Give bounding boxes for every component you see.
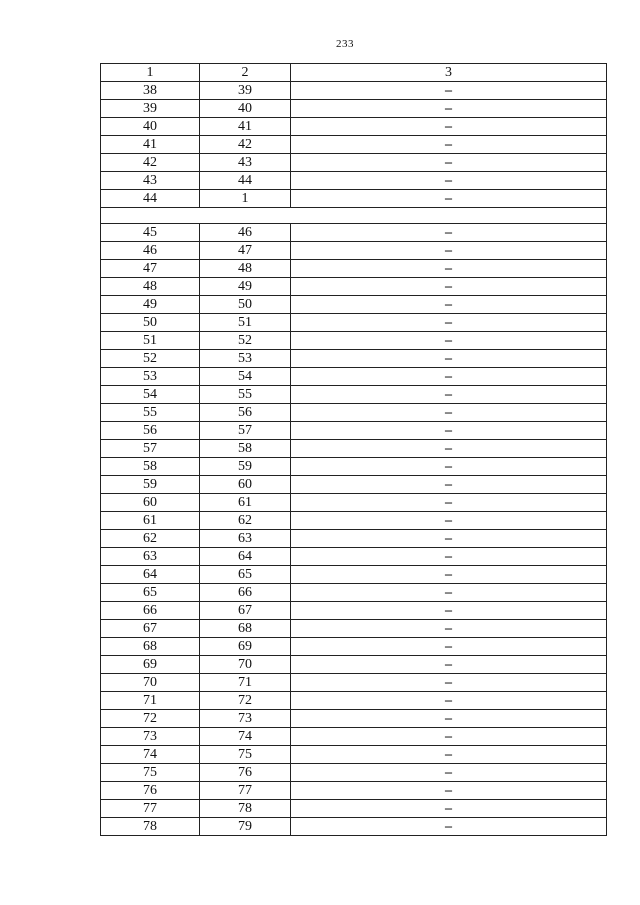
table-row bbox=[101, 764, 607, 782]
row-cell-col2: 70 bbox=[200, 656, 291, 674]
row-cell-col3: – bbox=[291, 584, 607, 602]
row-cell-col2: 53 bbox=[200, 350, 291, 368]
row-cell-col3: – bbox=[291, 476, 607, 494]
row-cell-col2: 46 bbox=[200, 224, 291, 242]
row-cell-col1: 57 bbox=[101, 440, 200, 458]
row-cell-col1: 74 bbox=[101, 746, 200, 764]
table-row bbox=[101, 404, 607, 422]
row-cell-col3: – bbox=[291, 674, 607, 692]
section-divider-row bbox=[101, 208, 607, 224]
row-cell-col2: 62 bbox=[200, 512, 291, 530]
row-cell-col2: 65 bbox=[200, 566, 291, 584]
row-cell-col1: 73 bbox=[101, 728, 200, 746]
row-cell-col3: – bbox=[291, 530, 607, 548]
row-cell-col2: 44 bbox=[200, 172, 291, 190]
row-cell-col2: 55 bbox=[200, 386, 291, 404]
row-cell-col2: 66 bbox=[200, 584, 291, 602]
row-cell-col2: 72 bbox=[200, 692, 291, 710]
row-cell-col2: 51 bbox=[200, 314, 291, 332]
row-cell-col2: 68 bbox=[200, 620, 291, 638]
table-row bbox=[101, 422, 607, 440]
row-cell-col3: – bbox=[291, 638, 607, 656]
row-cell-col2: 47 bbox=[200, 242, 291, 260]
row-cell-col1: 56 bbox=[101, 422, 200, 440]
table-row bbox=[101, 154, 607, 172]
row-cell-col1: 60 bbox=[101, 494, 200, 512]
row-cell-col3: – bbox=[291, 512, 607, 530]
table-row bbox=[101, 620, 607, 638]
row-cell-col1: 70 bbox=[101, 674, 200, 692]
row-cell-col1: 44 bbox=[101, 190, 200, 208]
table-row bbox=[101, 368, 607, 386]
row-cell-col3: – bbox=[291, 692, 607, 710]
table-row bbox=[101, 386, 607, 404]
header-cell-col1: 1 bbox=[101, 64, 200, 82]
row-cell-col1: 52 bbox=[101, 350, 200, 368]
row-cell-col1: 71 bbox=[101, 692, 200, 710]
row-cell-col1: 50 bbox=[101, 314, 200, 332]
row-cell-col1: 40 bbox=[101, 118, 200, 136]
row-cell-col3: – bbox=[291, 242, 607, 260]
row-cell-col2: 77 bbox=[200, 782, 291, 800]
row-cell-col3: – bbox=[291, 100, 607, 118]
row-cell-col3: – bbox=[291, 136, 607, 154]
row-cell-col1: 46 bbox=[101, 242, 200, 260]
row-cell-col1: 61 bbox=[101, 512, 200, 530]
row-cell-col3: – bbox=[291, 440, 607, 458]
row-cell-col2: 42 bbox=[200, 136, 291, 154]
row-cell-col3: – bbox=[291, 386, 607, 404]
row-cell-col1: 45 bbox=[101, 224, 200, 242]
row-cell-col2: 69 bbox=[200, 638, 291, 656]
row-cell-col1: 78 bbox=[101, 818, 200, 836]
header-row bbox=[101, 64, 607, 82]
table-row bbox=[101, 350, 607, 368]
row-cell-col1: 59 bbox=[101, 476, 200, 494]
row-cell-col3: – bbox=[291, 494, 607, 512]
row-cell-col2: 41 bbox=[200, 118, 291, 136]
row-cell-col2: 59 bbox=[200, 458, 291, 476]
row-cell-col2: 75 bbox=[200, 746, 291, 764]
row-cell-col2: 43 bbox=[200, 154, 291, 172]
row-cell-col1: 41 bbox=[101, 136, 200, 154]
table-row bbox=[101, 260, 607, 278]
table-row bbox=[101, 296, 607, 314]
row-cell-col3: – bbox=[291, 368, 607, 386]
row-cell-col1: 53 bbox=[101, 368, 200, 386]
table-row bbox=[101, 314, 607, 332]
header-cell-col2: 2 bbox=[200, 64, 291, 82]
row-cell-col3: – bbox=[291, 260, 607, 278]
row-cell-col2: 79 bbox=[200, 818, 291, 836]
row-cell-col2: 76 bbox=[200, 764, 291, 782]
row-cell-col3: – bbox=[291, 350, 607, 368]
row-cell-col1: 64 bbox=[101, 566, 200, 584]
table-row bbox=[101, 674, 607, 692]
table-row bbox=[101, 278, 607, 296]
row-cell-col2: 50 bbox=[200, 296, 291, 314]
row-cell-col2: 48 bbox=[200, 260, 291, 278]
table-row bbox=[101, 190, 607, 208]
row-cell-col3: – bbox=[291, 548, 607, 566]
row-cell-col2: 40 bbox=[200, 100, 291, 118]
row-cell-col3: – bbox=[291, 224, 607, 242]
row-cell-col2: 74 bbox=[200, 728, 291, 746]
row-cell-col1: 63 bbox=[101, 548, 200, 566]
table-row bbox=[101, 530, 607, 548]
row-cell-col1: 48 bbox=[101, 278, 200, 296]
row-cell-col1: 49 bbox=[101, 296, 200, 314]
table-row bbox=[101, 800, 607, 818]
table-row bbox=[101, 818, 607, 836]
row-cell-col3: – bbox=[291, 296, 607, 314]
row-cell-col3: – bbox=[291, 172, 607, 190]
section-divider-cell bbox=[101, 208, 607, 224]
table-row bbox=[101, 224, 607, 242]
row-cell-col2: 67 bbox=[200, 602, 291, 620]
table-row bbox=[101, 172, 607, 190]
row-cell-col3: – bbox=[291, 656, 607, 674]
table-row bbox=[101, 512, 607, 530]
row-cell-col3: – bbox=[291, 404, 607, 422]
table-row bbox=[101, 476, 607, 494]
page-number: 233 bbox=[336, 38, 354, 50]
row-cell-col3: – bbox=[291, 764, 607, 782]
table-row bbox=[101, 332, 607, 350]
row-cell-col2: 64 bbox=[200, 548, 291, 566]
row-cell-col1: 42 bbox=[101, 154, 200, 172]
row-cell-col2: 73 bbox=[200, 710, 291, 728]
row-cell-col2: 54 bbox=[200, 368, 291, 386]
row-cell-col1: 75 bbox=[101, 764, 200, 782]
table-row bbox=[101, 118, 607, 136]
row-cell-col3: – bbox=[291, 818, 607, 836]
row-cell-col2: 61 bbox=[200, 494, 291, 512]
table-row bbox=[101, 458, 607, 476]
data-table bbox=[100, 63, 607, 836]
row-cell-col1: 54 bbox=[101, 386, 200, 404]
row-cell-col1: 65 bbox=[101, 584, 200, 602]
table-row bbox=[101, 82, 607, 100]
row-cell-col2: 49 bbox=[200, 278, 291, 296]
row-cell-col3: – bbox=[291, 566, 607, 584]
table-row bbox=[101, 746, 607, 764]
row-cell-col2: 1 bbox=[200, 190, 291, 208]
row-cell-col3: – bbox=[291, 422, 607, 440]
header-cell-col3: 3 bbox=[291, 64, 607, 82]
row-cell-col2: 78 bbox=[200, 800, 291, 818]
row-cell-col1: 68 bbox=[101, 638, 200, 656]
table-row bbox=[101, 782, 607, 800]
table-row bbox=[101, 638, 607, 656]
row-cell-col3: – bbox=[291, 800, 607, 818]
table-row bbox=[101, 602, 607, 620]
row-cell-col3: – bbox=[291, 602, 607, 620]
table-row bbox=[101, 242, 607, 260]
table-row bbox=[101, 566, 607, 584]
table-row bbox=[101, 656, 607, 674]
row-cell-col2: 60 bbox=[200, 476, 291, 494]
table-row bbox=[101, 440, 607, 458]
row-cell-col1: 67 bbox=[101, 620, 200, 638]
table-row bbox=[101, 494, 607, 512]
row-cell-col2: 57 bbox=[200, 422, 291, 440]
table-body bbox=[101, 64, 607, 836]
table-row bbox=[101, 548, 607, 566]
table-row bbox=[101, 136, 607, 154]
row-cell-col2: 52 bbox=[200, 332, 291, 350]
row-cell-col1: 69 bbox=[101, 656, 200, 674]
row-cell-col3: – bbox=[291, 710, 607, 728]
table-row bbox=[101, 692, 607, 710]
row-cell-col3: – bbox=[291, 620, 607, 638]
row-cell-col2: 71 bbox=[200, 674, 291, 692]
row-cell-col1: 38 bbox=[101, 82, 200, 100]
row-cell-col3: – bbox=[291, 190, 607, 208]
row-cell-col3: – bbox=[291, 278, 607, 296]
row-cell-col3: – bbox=[291, 728, 607, 746]
row-cell-col2: 63 bbox=[200, 530, 291, 548]
table-row bbox=[101, 100, 607, 118]
row-cell-col1: 76 bbox=[101, 782, 200, 800]
row-cell-col3: – bbox=[291, 332, 607, 350]
row-cell-col3: – bbox=[291, 782, 607, 800]
row-cell-col1: 43 bbox=[101, 172, 200, 190]
row-cell-col3: – bbox=[291, 154, 607, 172]
row-cell-col3: – bbox=[291, 82, 607, 100]
row-cell-col3: – bbox=[291, 118, 607, 136]
table-row bbox=[101, 710, 607, 728]
row-cell-col1: 62 bbox=[101, 530, 200, 548]
table-row bbox=[101, 728, 607, 746]
row-cell-col3: – bbox=[291, 314, 607, 332]
row-cell-col1: 47 bbox=[101, 260, 200, 278]
table-row bbox=[101, 584, 607, 602]
row-cell-col1: 39 bbox=[101, 100, 200, 118]
row-cell-col1: 55 bbox=[101, 404, 200, 422]
row-cell-col3: – bbox=[291, 746, 607, 764]
row-cell-col2: 39 bbox=[200, 82, 291, 100]
row-cell-col3: – bbox=[291, 458, 607, 476]
row-cell-col1: 72 bbox=[101, 710, 200, 728]
row-cell-col1: 51 bbox=[101, 332, 200, 350]
row-cell-col2: 56 bbox=[200, 404, 291, 422]
row-cell-col1: 66 bbox=[101, 602, 200, 620]
row-cell-col1: 77 bbox=[101, 800, 200, 818]
row-cell-col1: 58 bbox=[101, 458, 200, 476]
row-cell-col2: 58 bbox=[200, 440, 291, 458]
